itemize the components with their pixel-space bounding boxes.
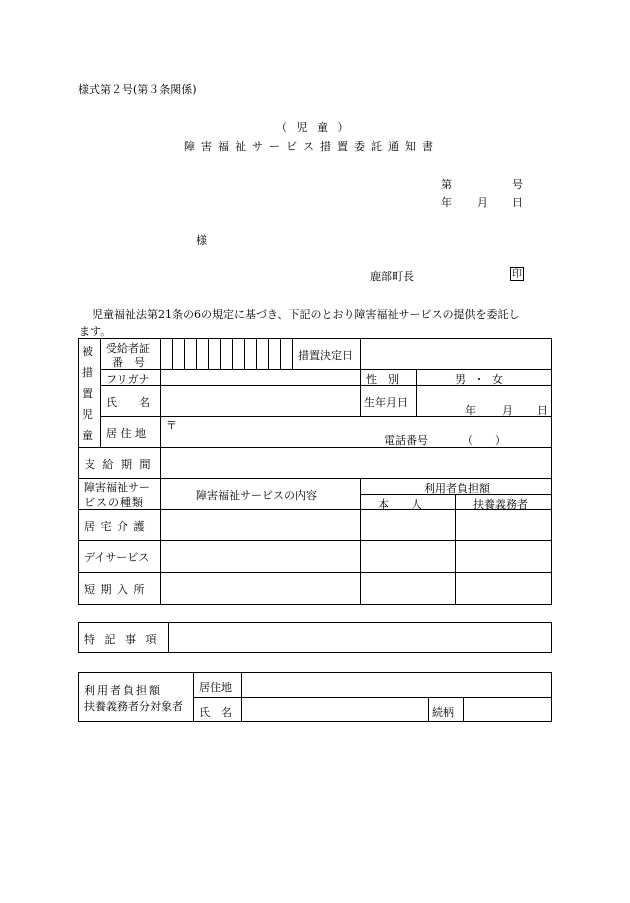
body-text-line2: ます。 xyxy=(79,325,112,338)
gender-label: 性 別 xyxy=(366,373,399,386)
form-number-label: 様式第２号(第３条関係) xyxy=(78,83,197,96)
service-row-home-care: 居 宅 介 護 xyxy=(84,520,146,533)
birth-year: 年 xyxy=(465,404,476,417)
service-row-day-service: デイサービス xyxy=(84,551,150,564)
birth-day: 日 xyxy=(537,404,548,417)
title-subtitle: （ 児 童 ） xyxy=(276,121,352,134)
guardian-address-label: 居住地 xyxy=(199,681,232,694)
gender-options: 男 ・ 女 xyxy=(455,373,505,386)
birth-month: 月 xyxy=(502,404,513,417)
date-month: 月 xyxy=(477,196,488,209)
addressee-suffix: 様 xyxy=(196,234,207,247)
decision-date-label: 措置決定日 xyxy=(298,349,353,362)
group-label-char-4: 児 xyxy=(82,408,93,421)
phone-paren: （ ） xyxy=(462,434,506,447)
issuer-name: 鹿部町長 xyxy=(370,270,414,283)
self-header: 本 人 xyxy=(378,498,422,511)
document-title: 障害福祉サービス措置委託通知書 xyxy=(184,140,439,153)
date-year: 年 xyxy=(441,196,452,209)
payment-period-label: 支 給 期 間 xyxy=(84,458,153,471)
service-type-header-2: ビスの種類 xyxy=(84,496,144,509)
date-day: 日 xyxy=(512,196,523,209)
service-row-short-stay: 短 期 入 所 xyxy=(84,583,146,596)
birth-date-label: 生年月日 xyxy=(364,396,408,409)
number-suffix: 号 xyxy=(512,178,523,191)
guardian-name-label: 氏 名 xyxy=(199,706,232,719)
seal-mark: 印 xyxy=(512,269,522,280)
guardian-label-2: 扶養義務者分対象者 xyxy=(84,700,183,713)
service-type-header-1: 障害福祉サー xyxy=(84,481,150,494)
group-label-char-1: 被 xyxy=(82,345,93,358)
phone-label: 電話番号 xyxy=(384,434,428,447)
name-label: 氏 名 xyxy=(106,396,150,409)
guardian-label-1: 利用者負担額 xyxy=(84,684,162,697)
service-content-header: 障害福祉サービスの内容 xyxy=(196,489,317,502)
cert-number-label-2: 番 号 xyxy=(112,356,145,369)
postal-mark: 〒 xyxy=(166,419,177,432)
address-label: 居 住 地 xyxy=(106,427,146,440)
group-label-char-3: 置 xyxy=(82,387,93,400)
group-label-char-5: 童 xyxy=(82,429,93,442)
number-prefix: 第 xyxy=(441,178,452,191)
special-notes-label: 特 記 事 項 xyxy=(84,633,160,646)
guardian-header: 扶養義務者 xyxy=(473,498,528,511)
cert-number-label-1: 受給者証 xyxy=(106,342,150,355)
group-label-char-2: 措 xyxy=(82,366,93,379)
furigana-label: フリガナ xyxy=(106,373,150,386)
body-text-line1: 児童福祉法第21条の6の規定に基づき、下記のとおり障害福祉サービスの提供を委託し xyxy=(92,308,520,321)
user-burden-header: 利用者負担額 xyxy=(424,482,490,495)
relation-label: 続柄 xyxy=(432,706,454,719)
